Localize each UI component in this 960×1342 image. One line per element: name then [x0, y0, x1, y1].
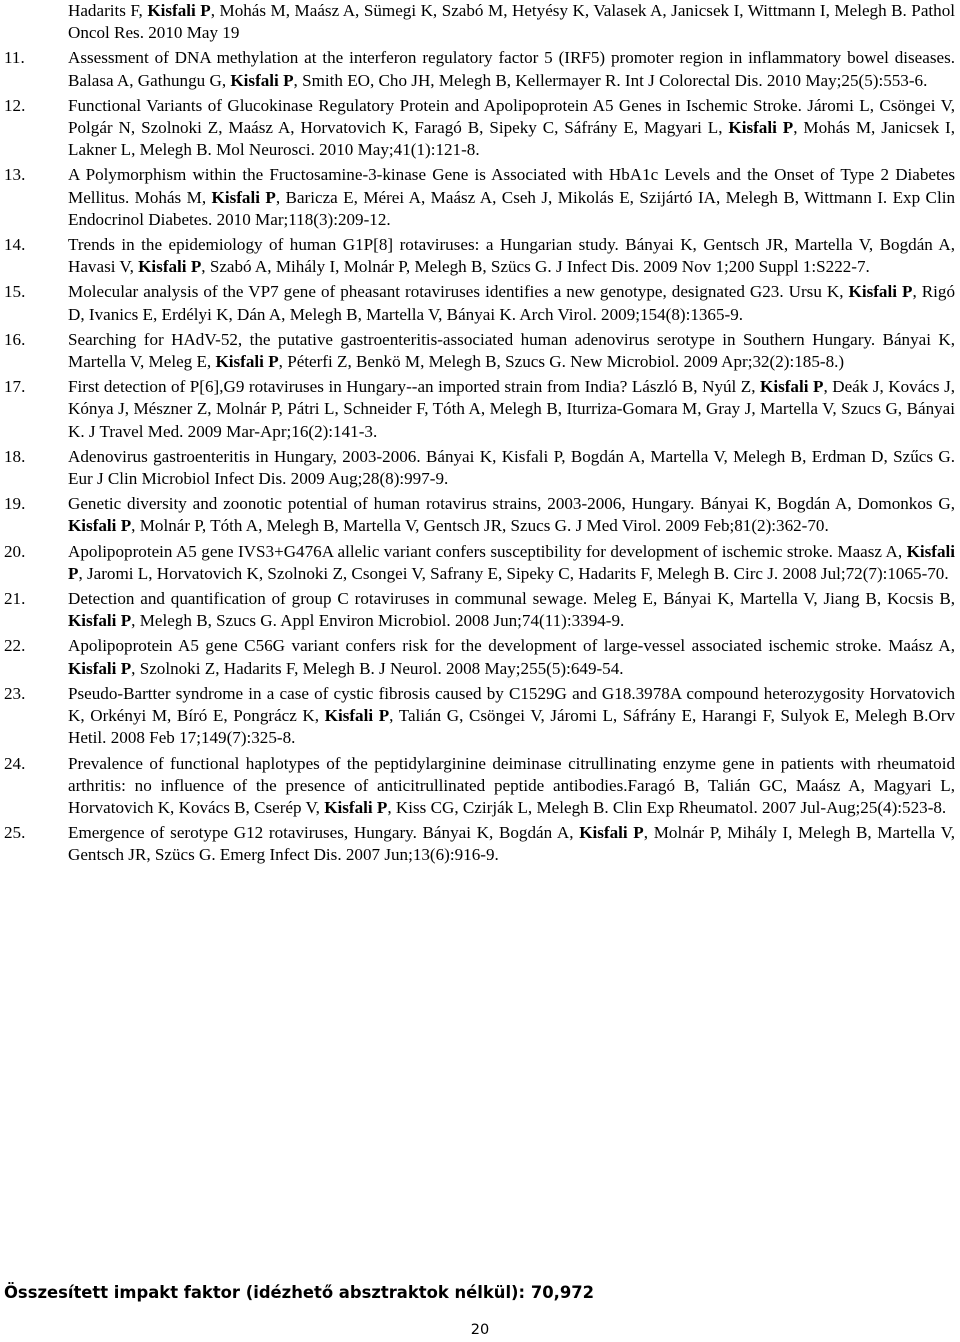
reference-text-segment: , Melegh B, Szucs G. Appl Environ Microbiol. 2008 Jun;74(11):3394-9.	[131, 611, 625, 631]
reference-text-segment: , Kiss CG, Czirják L, Melegh B. Clin Exp Rheumatol. 2007 Jul-Aug;25(4):523-8.	[387, 797, 947, 817]
highlighted-author: Kisfali P	[324, 797, 388, 817]
reference-text	[68, 165, 955, 228]
reference-number: 15.	[4, 282, 26, 302]
reference-text-segment: First detection of P[6],G9 rotaviruses in Hungary--an imported strain from India? László B, Nyúl Z,	[68, 377, 761, 397]
reference-text-segment: Detection and quantification of group C rotaviruses in communal sewage. Meleg E, Bányai K, Martella V, Jiang B, Kocsis B,	[68, 589, 955, 609]
reference-text-segment: Genetic diversity and zoonotic potential of human rotavirus strains, 2003-2006, Hungary. Bányai K, Bogdán A, Domonkos G,	[68, 494, 955, 514]
reference-text-segment: Functional Variants of Glucokinase Regulatory Protein and Apolipoprotein A5 Genes in Ischemic Stroke. Járomi L, Csöngei V, Polgár N, Szolnoki Z, Maász A, Horvatovich K, Faragó B, Sipeky C, Sáfrány E, Magyari L,	[68, 95, 955, 138]
reference-number: 25.	[4, 823, 26, 843]
highlighted-author: Kisfali P	[728, 118, 794, 138]
reference-item	[0, 329, 955, 373]
reference-number: 20.	[4, 541, 26, 561]
highlighted-author: Kisfali P	[324, 706, 390, 726]
reference-item	[0, 164, 955, 231]
reference-text-segment: Trends in the epidemiology of human G1P[8] rotaviruses: a Hungarian study. Bányai K, Gentsch JR, Martella V, Bogdán A, Havasi V,	[68, 235, 955, 277]
reference-text	[68, 377, 955, 440]
page-number: 20	[470, 1322, 490, 1338]
highlighted-author: Kisfali P	[138, 257, 202, 277]
reference-number: 16.	[4, 329, 26, 349]
reference-item	[0, 376, 955, 443]
highlighted-author: Kisfali P	[579, 823, 644, 843]
highlighted-author: Kisfali P	[68, 541, 955, 583]
reference-item	[0, 95, 955, 162]
reference-text	[68, 1, 955, 42]
reference-item	[0, 635, 955, 679]
reference-text-segment: , Szolnoki Z, Hadarits F, Melegh B. J Neurol. 2008 May;255(5):649-54.	[131, 658, 624, 678]
reference-text	[68, 636, 955, 677]
reference-item	[0, 822, 955, 866]
reference-text	[68, 494, 955, 535]
reference-text	[68, 48, 955, 89]
reference-text-segment: Apolipoprotein A5 gene IVS3+G476A allelic variant confers susceptibility for development of ischemic stroke. Maasz A,	[68, 541, 907, 561]
reference-item	[0, 753, 955, 820]
reference-text-segment: Emergence of serotype G12 rotaviruses, Hungary. Bányai K, Bogdán A,	[68, 823, 580, 843]
reference-number: 12.	[4, 95, 26, 115]
reference-number: 14.	[4, 235, 26, 255]
reference-text-segment: , Mohás M, Maász A, Sümegi K, Szabó M, Hetyésy K, Valasek A, Janicsek I, Wittmann I, Melegh B. Pathol Oncol Res. 2010 May 19	[68, 1, 955, 43]
reference-text-segment: A Polymorphism within the Fructosamine-3-kinase Gene is Associated with HbA1c Levels and the Onset of Type 2 Diabetes Mellitus. Mohás M,	[68, 165, 955, 207]
reference-text	[68, 823, 955, 864]
reference-text-segment: , Szabó A, Mihály I, Molnár P, Melegh B, Szücs G. J Infect Dis. 2009 Nov 1;200 Suppl 1:S222-7.	[201, 257, 870, 277]
reference-text-segment: , Molnár P, Mihály I, Melegh B, Martella V, Gentsch JR, Szücs G. Emerg Infect Dis. 2007 Jun;13(6):916-9.	[68, 823, 955, 865]
reference-text-segment: Apolipoprotein A5 gene C56G variant confers risk for the development of large-vessel associated ischemic stroke. Maász A,	[68, 636, 955, 656]
reference-item	[0, 588, 955, 632]
reference-text-segment: , Mohás M, Janicsek I, Lakner L, Melegh B. Mol Neurosci. 2010 May;41(1):121-8.	[68, 118, 956, 160]
reference-number: 11.	[4, 48, 25, 68]
highlighted-author: Kisfali P	[68, 658, 132, 678]
reference-item	[0, 0, 955, 44]
highlighted-author: Kisfali P	[230, 70, 294, 90]
reference-item	[0, 281, 955, 325]
reference-number: 13.	[4, 165, 26, 185]
reference-item	[0, 493, 955, 537]
reference-text	[68, 96, 955, 159]
reference-number: 22.	[4, 636, 26, 656]
reference-text-segment: , Smith EO, Cho JH, Melegh B, Kellermayer R. Int J Colorectal Dis. 2010 May;25(5):553-6.	[293, 70, 928, 90]
highlighted-author: Kisfali P	[147, 1, 211, 20]
reference-item	[0, 683, 955, 750]
reference-text-segment: , Jaromi L, Horvatovich K, Szolnoki Z, Csongei V, Safrany E, Sipeky C, Hadarits F, Melegh B. Circ J. 2008 Jul;72(7):1065-70.	[78, 563, 949, 583]
reference-number: 24.	[4, 753, 26, 773]
reference-text	[68, 684, 955, 747]
highlighted-author: Kisfali P	[68, 516, 132, 536]
reference-item	[0, 234, 955, 278]
reference-text-segment: Assessment of DNA methylation at the interferon regulatory factor 5 (IRF5) promoter region in inflammatory bowel diseases. Balasa A, Gathungu G,	[68, 48, 955, 90]
reference-text	[68, 447, 955, 488]
impact-factor-summary: Összesített impakt faktor (idézhető absztraktok nélkül): 70,972	[4, 1283, 595, 1302]
reference-text-segment: Pseudo-Bartter syndrome in a case of cystic fibrosis caused by C1529G and G18.3978A compound heterozygosity Horvatovich K, Orkényi M, Bíró E, Pongrácz K,	[68, 683, 955, 726]
reference-number: 17.	[4, 377, 26, 397]
reference-number: 19.	[4, 494, 26, 514]
reference-text-segment: Prevalence of functional haplotypes of the peptidylarginine deiminase citrullinating enzyme gene in patients with rheumatoid arthritis: no influence of the presence of anticitrullinated peptide antibodies.Faragó B, Talián GC, Maász A, Magyari L, Horvatovich K, Kovács B, Cserép V,	[68, 753, 955, 817]
reference-item	[0, 446, 955, 490]
reference-item	[0, 47, 955, 91]
reference-text-segment: Molecular analysis of the VP7 gene of pheasant rotaviruses identifies a new genotype, designated G23. Ursu K,	[68, 282, 849, 302]
highlighted-author: Kisfali P	[68, 611, 132, 631]
reference-text-segment: Searching for HAdV-52, the putative gastroenteritis-associated human adenovirus serotype in Southern Hungary. Bányai K, Martella V, Meleg E,	[68, 329, 955, 372]
reference-text	[68, 542, 955, 583]
reference-text-segment: , Péterfi Z, Benkö M, Melegh B, Szucs G. New Microbiol. 2009 Apr;32(2):185-8.)	[278, 352, 845, 372]
reference-text-segment: Adenovirus gastroenteritis in Hungary, 2003-2006. Bányai K, Kisfali P, Bogdán A, Martella V, Melegh B, Erdman D, Szűcs G. Eur J Clin Microbiol Infect Dis. 2009 Aug;28(8):997-9.	[68, 446, 955, 489]
reference-text	[68, 330, 955, 371]
highlighted-author: Kisfali P	[760, 377, 824, 397]
reference-text	[68, 754, 955, 817]
reference-text-segment: Hadarits F,	[68, 1, 148, 20]
reference-text-segment: , Deák J, Kovács J, Kónya J, Mészner Z, Molnár P, Pátri L, Schneider F, Tóth A, Melegh B, Iturriza-Gomara M, Gray J, Martella V, Szucs G, Bányai K. J Travel Med. 2009 Mar-Apr;16(2):141-3.	[68, 377, 955, 441]
reference-number: 18.	[4, 446, 26, 466]
reference-item	[0, 541, 955, 585]
reference-text	[68, 589, 955, 630]
highlighted-author: Kisfali P	[848, 282, 913, 302]
reference-number: 23.	[4, 683, 26, 703]
reference-text-segment: , Molnár P, Tóth A, Melegh B, Martella V, Gentsch JR, Szucs G. J Med Virol. 2009 Feb;81(2):362-70.	[131, 516, 829, 536]
highlighted-author: Kisfali P	[215, 352, 279, 372]
reference-text	[68, 282, 955, 323]
reference-number: 21.	[4, 589, 26, 609]
reference-text-segment: , Rigó D, Ivanics E, Erdélyi K, Dán A, Melegh B, Martella V, Bányai K. Arch Virol. 2009;154(8):1365-9.	[68, 282, 955, 324]
reference-text-segment: , Talián G, Csöngei V, Járomi L, Sáfrány E, Harangi F, Sulyok E, Melegh B.Orv Hetil. 2008 Feb 17;149(7):325-8.	[68, 706, 955, 748]
reference-text-segment: , Baricza E, Mérei A, Maász A, Cseh J, Mikolás E, Szijártó IA, Melegh B, Wittmann I. Exp Clin Endocrinol Diabetes. 2010 Mar;118(3):209-12.	[68, 187, 955, 229]
reference-text	[68, 235, 955, 276]
highlighted-author: Kisfali P	[211, 187, 276, 207]
